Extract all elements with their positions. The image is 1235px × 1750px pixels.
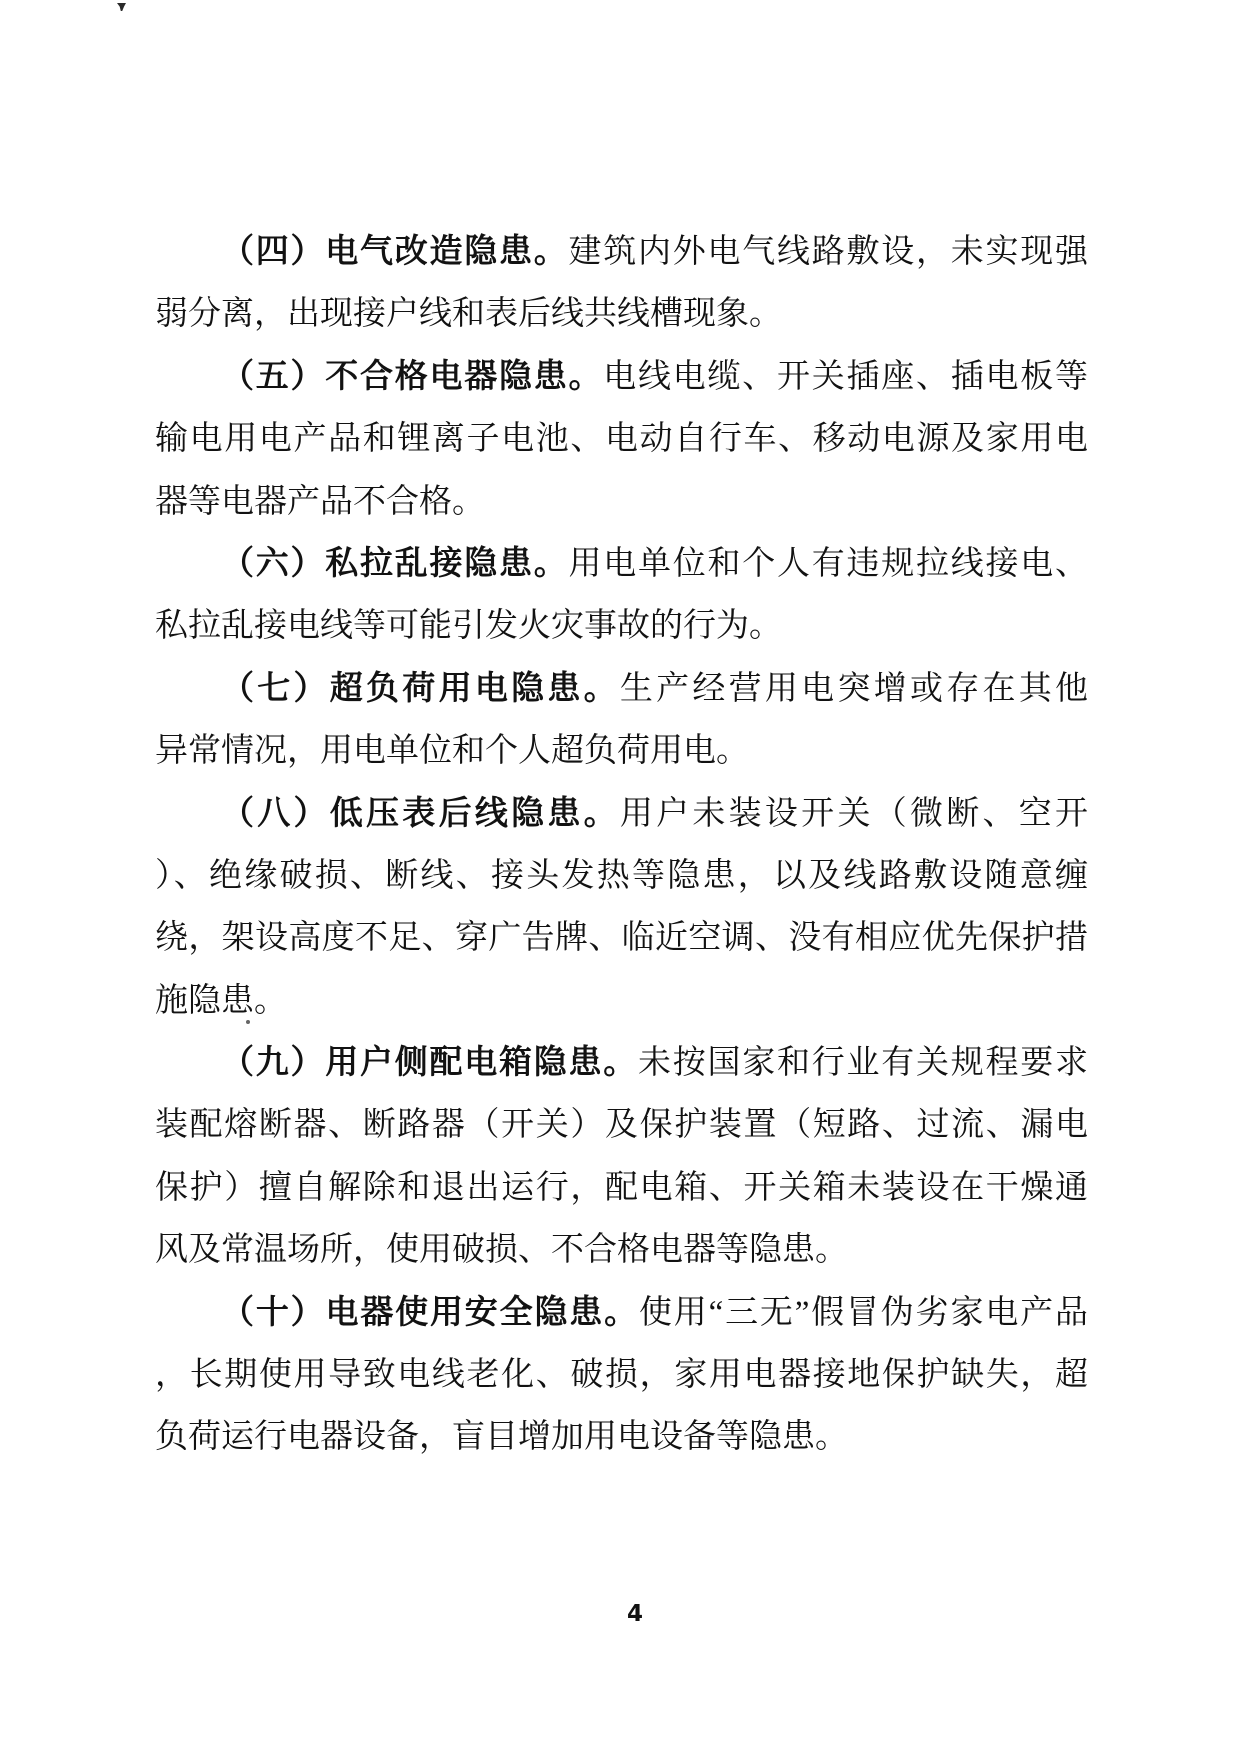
paragraph-7-line-2 bbox=[155, 720, 1088, 782]
paragraph-5-text: 器等电器产品不合格。 bbox=[155, 483, 485, 520]
paragraph-9-line-2 bbox=[155, 1094, 1088, 1156]
paragraph-9-text: 装配熔断器、断路器（开关）及保护装置（短路、过流、漏电 bbox=[155, 1107, 1088, 1144]
paragraph-4-text: 弱分离，出现接户线和表后线共线槽现象。 bbox=[155, 296, 782, 333]
paragraph-5-line-2 bbox=[155, 408, 1088, 470]
paragraph-7-text: 异常情况，用电单位和个人超负荷用电。 bbox=[155, 733, 749, 770]
paragraph-6-text: 用电单位和个人有违规拉线接电、 bbox=[568, 545, 1088, 582]
paragraph-10-line-2 bbox=[155, 1344, 1088, 1406]
paragraph-5-line-3 bbox=[155, 471, 1088, 533]
paragraph-5-line-1 bbox=[155, 346, 1088, 408]
paragraph-9-text: 保护）擅自解除和退出运行，配电箱、开关箱未装设在干燥通 bbox=[155, 1169, 1088, 1206]
paragraph-10-text: ，长期使用导致电线老化、破损，家用电器接地保护缺失，超 bbox=[155, 1357, 1088, 1394]
paragraph-10-heading: （十）电器使用安全隐患。 bbox=[221, 1294, 639, 1331]
paragraph-9-heading: （九）用户侧配电箱隐患。 bbox=[221, 1045, 638, 1082]
paragraph-7-heading: （七）超负荷用电隐患。 bbox=[221, 670, 620, 707]
paragraph-4-heading: （四）电气改造隐患。 bbox=[221, 234, 569, 270]
paragraph-10-line-1 bbox=[155, 1282, 1088, 1344]
paragraph-5-text: 电线电缆、开关插座、插电板等 bbox=[603, 358, 1088, 395]
paragraph-9-line-3 bbox=[155, 1157, 1088, 1219]
paragraph-4-text: 建筑内外电气线路敷设，未实现强 bbox=[568, 234, 1088, 270]
paragraph-4-line-2 bbox=[155, 283, 1088, 345]
paragraph-6-heading: （六）私拉乱接隐患。 bbox=[221, 545, 569, 582]
paragraph-8-line-3 bbox=[155, 907, 1088, 969]
paragraph-9-text: 未按国家和行业有关规程要求 bbox=[638, 1045, 1088, 1082]
paragraph-10-text: 使用“三无”假冒伪劣家电产品 bbox=[638, 1294, 1088, 1331]
paragraph-8-text: 绕，架设高度不足、穿广告牌、临近空调、没有相应优先保护措 bbox=[155, 920, 1088, 957]
paragraph-8-text: 用户未装设开关（微断、空开 bbox=[619, 795, 1089, 832]
document-body bbox=[155, 221, 1088, 1469]
paragraph-9-line-1 bbox=[155, 1032, 1088, 1094]
paragraph-4-line-1 bbox=[155, 221, 1088, 283]
paragraph-6-line-2 bbox=[155, 595, 1088, 657]
paragraph-8-line-2 bbox=[155, 845, 1088, 907]
scan-artifact-speck bbox=[117, 3, 126, 11]
paragraph-9-line-4 bbox=[155, 1219, 1088, 1281]
paragraph-8-heading: （八）低压表后线隐患。 bbox=[221, 795, 620, 832]
paragraph-8-line-1 bbox=[155, 783, 1088, 845]
paragraph-5-heading: （五）不合格电器隐患。 bbox=[221, 358, 604, 395]
paragraph-7-text: 生产经营用电突增或存在其他 bbox=[619, 670, 1089, 707]
paragraph-8-text: 施隐患。 bbox=[155, 982, 287, 1019]
paragraph-9-text: 风及常温场所，使用破损、不合格电器等隐患。 bbox=[155, 1232, 848, 1269]
paragraph-8-line-4 bbox=[155, 970, 1088, 1032]
paragraph-10-text: 负荷运行电器设备，盲目增加用电设备等隐患。 bbox=[155, 1419, 848, 1456]
page-number: 4 bbox=[626, 1601, 643, 1627]
paragraph-6-line-1 bbox=[155, 533, 1088, 595]
paragraph-6-text: 私拉乱接电线等可能引发火灾事故的行为。 bbox=[155, 608, 782, 645]
paragraph-5-text: 输电用电产品和锂离子电池、电动自行车、移动电源及家用电 bbox=[155, 421, 1088, 458]
paragraph-7-line-1 bbox=[155, 658, 1088, 720]
paragraph-10-line-3 bbox=[155, 1406, 1088, 1468]
paragraph-8-text: ）、绝缘破损、断线、接头发热等隐患，以及线路敷设随意缠 bbox=[155, 857, 1088, 894]
